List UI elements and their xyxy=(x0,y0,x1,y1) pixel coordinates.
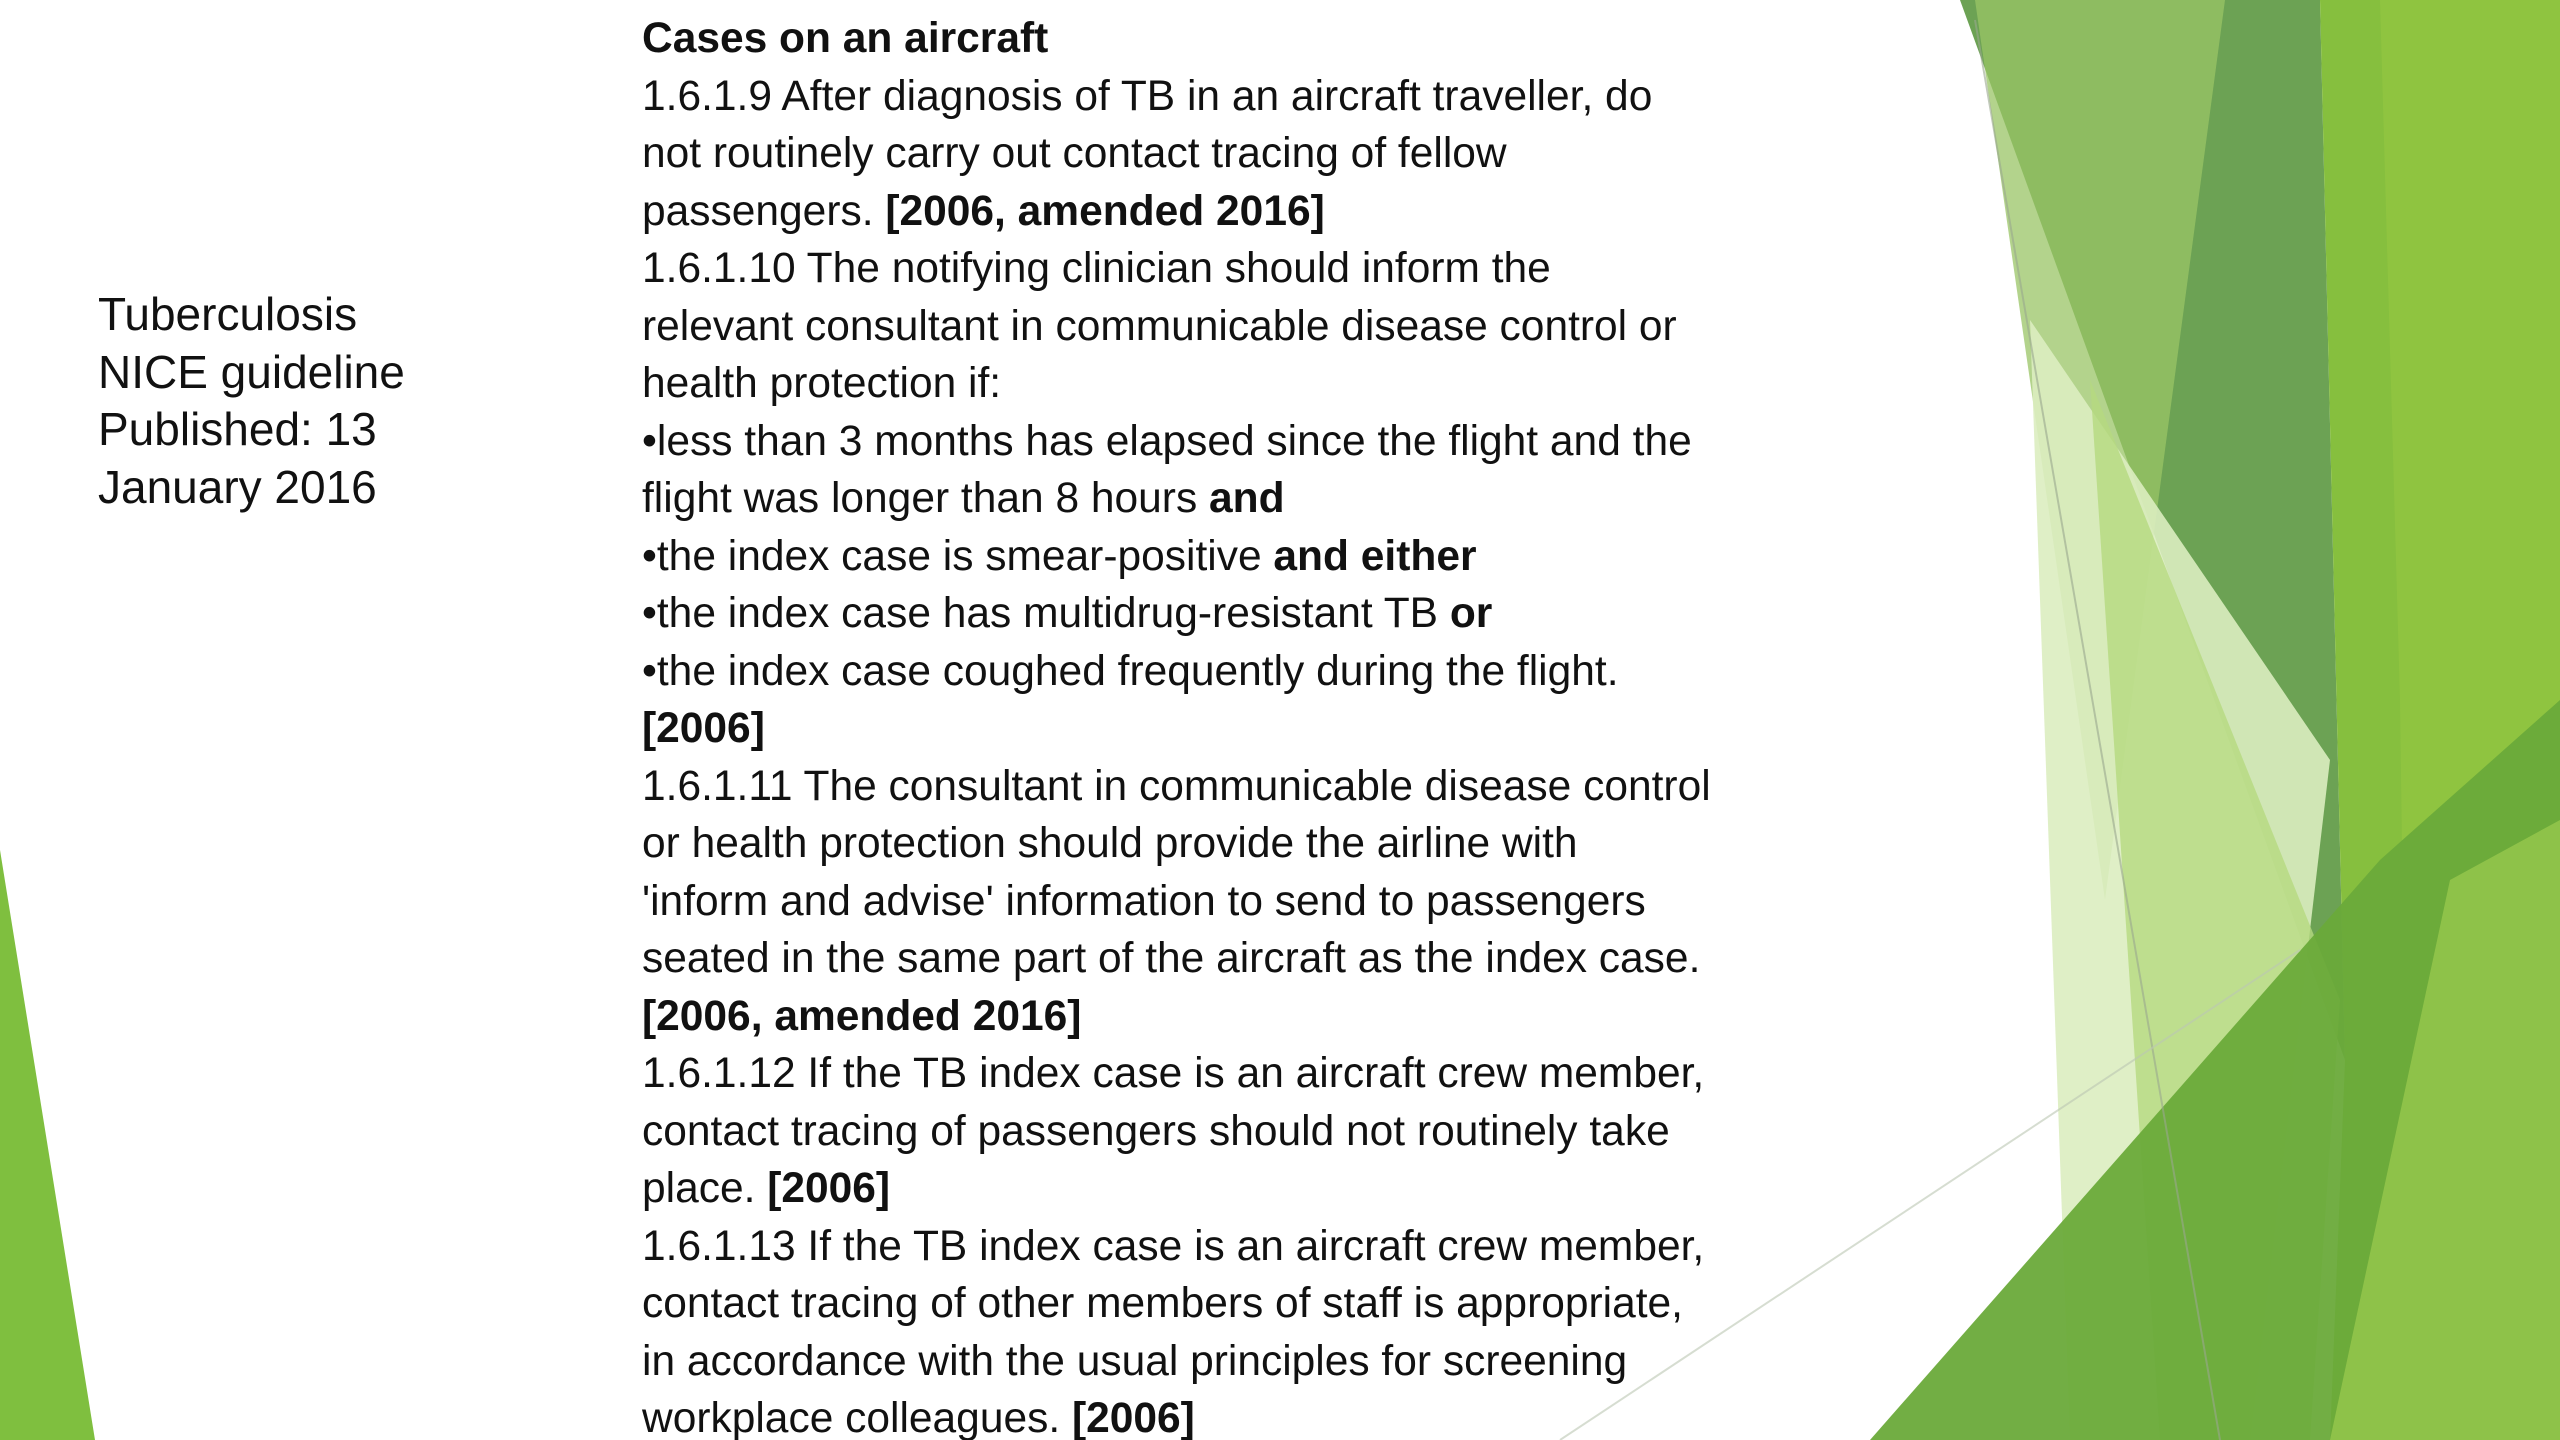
text-line xyxy=(642,355,1762,413)
text-line-regular: 1.6.1.12 If the TB index case is an aircraft crew member, xyxy=(642,1050,1705,1097)
text-line-regular: relevant consultant in communicable disease control or xyxy=(642,302,1677,350)
text-line-regular: or health protection should provide the airline with xyxy=(642,820,1578,867)
guideline-text xyxy=(642,10,1762,1440)
text-line xyxy=(642,873,1762,931)
text-line xyxy=(642,1390,1762,1440)
text-line-bold: and xyxy=(1209,475,1285,522)
text-line-regular: in accordance with the usual principles for screening xyxy=(642,1337,1628,1385)
text-line-regular: place. xyxy=(642,1165,768,1212)
text-line-regular: •the index case coughed frequently during the flight. xyxy=(642,647,1619,695)
text-line xyxy=(642,1218,1762,1276)
text-line-bold: [2006, amended 2016] xyxy=(885,187,1325,235)
text-line xyxy=(642,988,1762,1046)
text-line-bold: and either xyxy=(1273,532,1477,580)
guideline-info xyxy=(98,286,458,516)
text-line-bold: or xyxy=(1449,590,1493,637)
text-line-bold: [2006] xyxy=(767,1165,891,1212)
text-line-bold: [2006] xyxy=(642,705,765,752)
text-line-regular: •the index case is smear-positive xyxy=(642,532,1274,580)
text-line xyxy=(642,758,1762,816)
text-line xyxy=(642,700,1762,758)
text-line-regular: passengers. xyxy=(642,187,886,235)
text-line xyxy=(642,183,1762,241)
guideline-info-line: January 2016 xyxy=(98,460,377,513)
text-line-regular: 1.6.1.13 If the TB index case is an aircraft crew member, xyxy=(642,1222,1705,1270)
left-green-facet xyxy=(0,850,95,1440)
text-line-regular: •the index case has multidrug-resistant TB xyxy=(642,590,1450,637)
paragraph-lines xyxy=(642,68,1762,1440)
text-line xyxy=(642,1045,1762,1103)
text-line-regular: 1.6.1.10 The notifying clinician should inform the xyxy=(642,245,1551,292)
text-line xyxy=(642,68,1762,126)
text-line-regular: not routinely carry out contact tracing of fellow xyxy=(642,130,1507,177)
text-line xyxy=(642,1333,1762,1391)
text-line xyxy=(642,240,1762,298)
text-line-regular: 1.6.1.9 After diagnosis of TB in an aircraft traveller, do xyxy=(642,72,1653,120)
text-line-regular: workplace colleagues. xyxy=(642,1395,1072,1440)
text-line-regular: contact tracing of other members of staff is appropriate, xyxy=(642,1280,1683,1327)
text-line-bold: [2006, amended 2016] xyxy=(642,992,1082,1040)
text-line xyxy=(642,1103,1762,1161)
guideline-info-line: Tuberculosis xyxy=(98,288,358,340)
text-line xyxy=(642,298,1762,356)
text-line-regular: health protection if: xyxy=(642,360,1002,407)
text-line-bold: [2006] xyxy=(1071,1395,1195,1440)
text-line xyxy=(642,585,1762,643)
guideline-info-line: NICE guideline xyxy=(98,345,405,398)
text-line xyxy=(642,413,1762,471)
text-line-regular: seated in the same part of the aircraft as the index case. xyxy=(642,935,1701,982)
text-line xyxy=(642,930,1762,988)
section-heading: Cases on an aircraft xyxy=(642,15,1049,62)
text-line xyxy=(642,643,1762,701)
text-line xyxy=(642,1160,1762,1218)
text-line xyxy=(642,528,1762,586)
text-line-regular: 'inform and advise' information to send to passengers xyxy=(642,877,1646,925)
text-line-regular: 1.6.1.11 The consultant in communicable disease control xyxy=(642,762,1711,810)
text-line xyxy=(642,815,1762,873)
text-line xyxy=(642,1275,1762,1333)
text-line xyxy=(642,125,1762,183)
text-line-regular: flight was longer than 8 hours xyxy=(642,475,1210,522)
guideline-info-line: Published: 13 xyxy=(98,403,377,455)
text-line xyxy=(642,470,1762,528)
text-line-regular: •less than 3 months has elapsed since the flight and the xyxy=(642,417,1692,465)
text-line-regular: contact tracing of passengers should not routinely take xyxy=(642,1107,1670,1155)
